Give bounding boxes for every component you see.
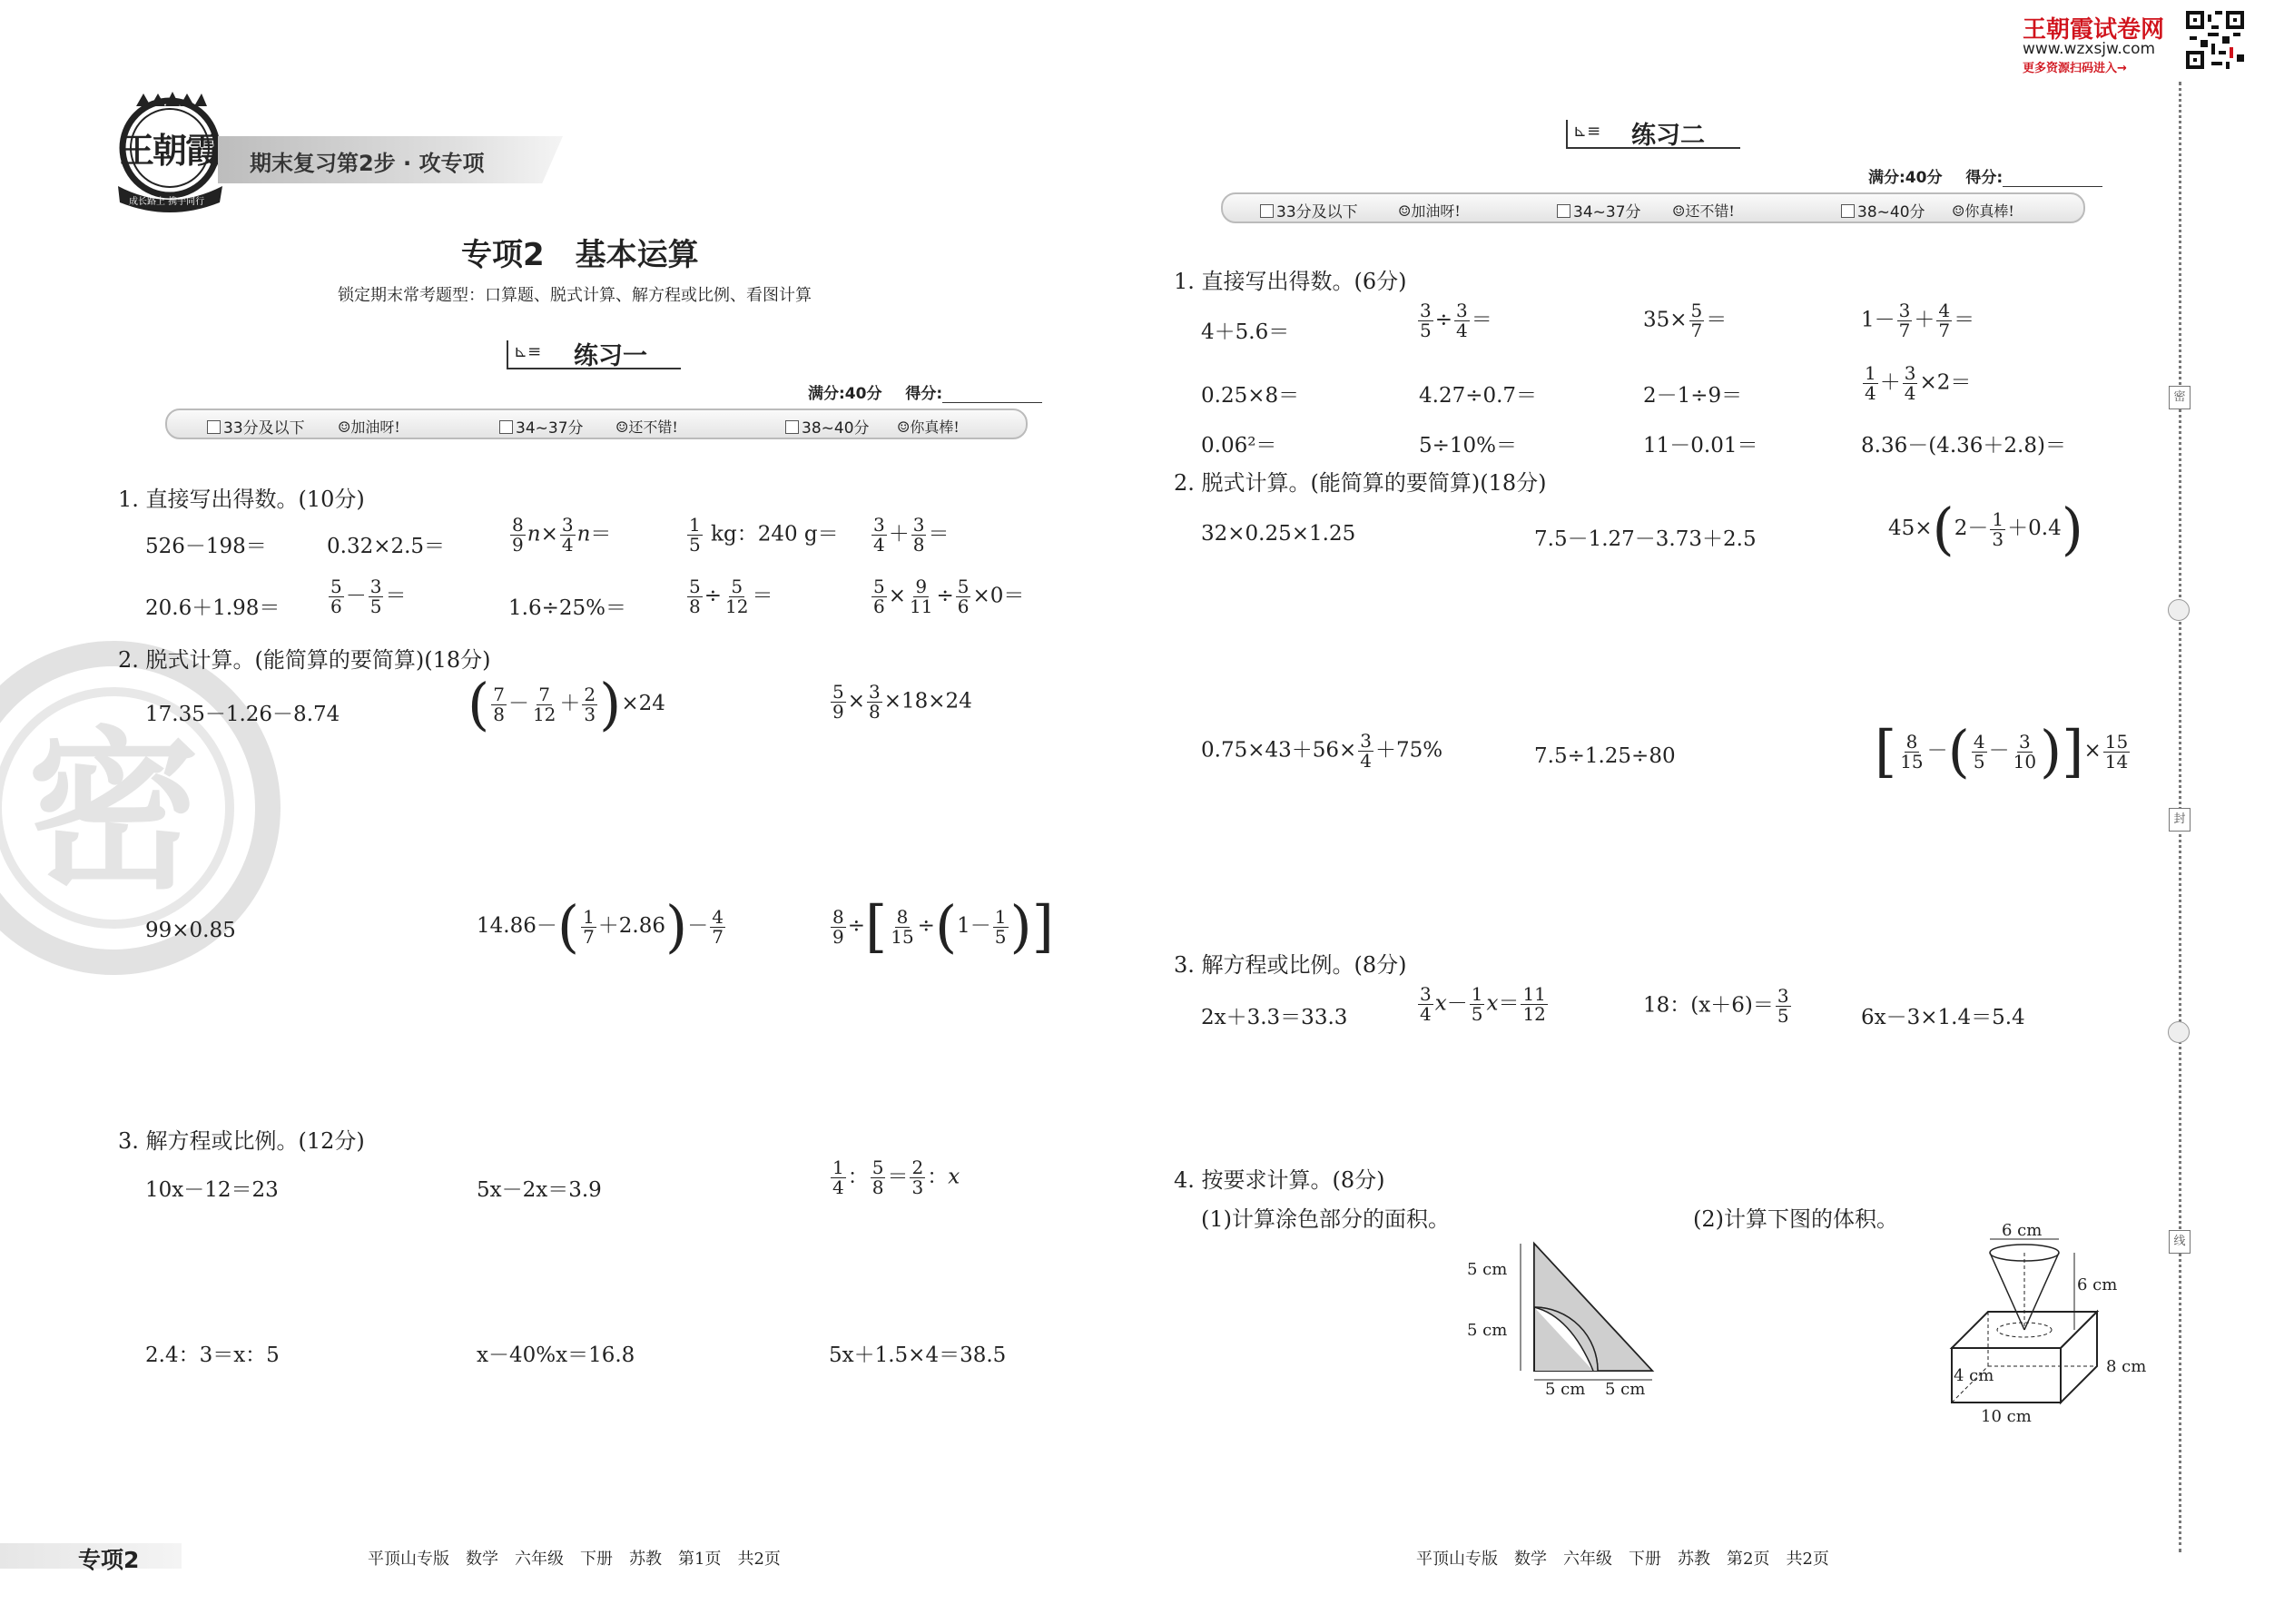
seal-tab-2: 封: [2169, 808, 2191, 832]
score-line: [808, 380, 1042, 403]
right-q1-d: 1－ $\frac{3}{7}$ ＋ $\frac{4}{7}$ ＝: [1861, 300, 1975, 341]
right-q2-e: 7.5÷1.25÷80: [1534, 744, 1676, 768]
fig2-label-3: 4 cm: [1954, 1366, 1994, 1385]
left-q1-d: $\frac{1}{5}$ kg：240 g＝: [689, 514, 839, 556]
seal-tab-1: 密: [2169, 386, 2191, 409]
left-q3-f: 5x＋1.5×4＝38.5: [829, 1343, 1007, 1367]
score-level-2: 34~37分: [499, 415, 584, 438]
left-q3-e: x－40%x＝16.8: [477, 1343, 635, 1367]
page-subtitle: 锁定期末常考题型：口算题、脱式计算、解方程或比例、看图计算: [338, 286, 812, 305]
left-q2-e: 14.86－( $\frac{1}{7}$ ＋2.86)－ $\frac{4}{7}$: [477, 893, 724, 960]
left-q1-e: $\frac{3}{4}$ ＋ $\frac{3}{8}$ ＝: [873, 514, 950, 556]
score-comment-2-3: ☺你真棒!: [1952, 202, 2014, 220]
right-q1-k: 11－0.01＝: [1643, 434, 1758, 458]
right-q1-heading: 1. 直接写出得数。(6分): [1174, 269, 1407, 294]
fig1-label-1: 5 cm: [1467, 1260, 1508, 1279]
right-q2-heading: 2. 脱式计算。(能简算的要简算)(18分): [1174, 470, 1547, 496]
score-comment-2-2: ☺还不错!: [1672, 202, 1735, 220]
fig1-label-3: 5 cm: [1545, 1380, 1586, 1399]
right-q1-f: 4.27÷0.7＝: [1419, 384, 1538, 408]
left-q2-c: $\frac{5}{9}$ × $\frac{3}{8}$ ×18×24: [832, 681, 972, 723]
left-q1-a: 526－198＝: [145, 535, 267, 558]
left-q3-heading: 3. 解方程或比例。(12分): [118, 1128, 365, 1154]
right-q3-a: 2x＋3.3＝33.3: [1201, 1006, 1348, 1029]
right-q1-h: $\frac{1}{4}$ ＋ $\frac{3}{4}$ ×2＝: [1865, 362, 1972, 404]
left-q2-f: $\frac{8}{9}$ ÷[ $\frac{8}{15}$ ÷(1－ $\frac{1}{5}$ )]: [832, 893, 1054, 960]
right-q1-b: $\frac{3}{5}$ ÷ $\frac{3}{4}$ ＝: [1420, 300, 1492, 341]
right-q2-b: 7.5－1.27－3.73＋2.5: [1534, 527, 1757, 551]
full-score-2: 满分:40分: [1868, 169, 1943, 187]
page-title: 专项2 基本运算: [461, 237, 699, 273]
practice-icon-2: ⊾≡: [1573, 122, 1601, 141]
right-q4-sub1: (1)计算涂色部分的面积。: [1201, 1206, 1450, 1232]
left-q3-a: 10x－12＝23: [145, 1178, 279, 1202]
fig2-label-1: 6 cm: [2002, 1221, 2043, 1240]
footer-right: 平顶山专版 数学 六年级 下册 苏教 第2页 共2页: [1416, 1550, 1829, 1569]
right-q1-i: 0.06²＝: [1201, 434, 1277, 458]
left-q1-heading: 1. 直接写出得数。(10分): [118, 487, 365, 512]
left-q1-i: $\frac{5}{8}$ ÷ $\frac{5}{12}$ ＝: [689, 576, 773, 617]
figure-triangle: [1467, 1235, 1670, 1399]
left-q1-c: $\frac{8}{9}$ n× $\frac{3}{4}$ n＝: [512, 514, 612, 556]
practice-icon: ⊾≡: [514, 342, 542, 361]
fig1-label-4: 5 cm: [1605, 1380, 1646, 1399]
left-q1-j: $\frac{5}{6}$ × $\frac{9}{11}$ ÷ $\frac{5}{6}$ ×0＝: [873, 576, 1025, 617]
left-q3-b: 5x－2x＝3.9: [477, 1178, 602, 1202]
right-q2-d: 0.75×43＋56× $\frac{3}{4}$ ＋75%: [1201, 730, 1443, 772]
right-q1-c: 35× $\frac{5}{7}$ ＝: [1643, 300, 1728, 341]
score-level-2-2: 34~37分: [1557, 199, 1641, 221]
got-score: 得分:: [905, 385, 943, 403]
site-name: 王朝霞试卷网: [2023, 16, 2165, 44]
seal-hole-1: [2168, 599, 2190, 621]
right-q1-a: 4＋5.6＝: [1201, 320, 1290, 344]
watermark-seal: [0, 635, 281, 980]
right-q4-sub2: (2)计算下图的体积。: [1693, 1206, 1898, 1232]
figure-cone-cuboid: [1925, 1221, 2151, 1430]
site-tip: 更多资源扫码进入→: [2023, 62, 2127, 75]
score-comment-2-1: ☺加油呀!: [1398, 202, 1461, 220]
fig2-label-5: 10 cm: [1981, 1407, 2032, 1426]
right-q3-b: $\frac{3}{4}$ x－ $\frac{1}{5}$ x＝ $\frac{11}{12}$: [1420, 983, 1546, 1025]
left-q2-a: 17.35－1.26－8.74: [145, 703, 340, 726]
right-q3-c: 18：(x＋6)＝ $\frac{3}{5}$: [1643, 985, 1789, 1027]
fig2-label-2: 6 cm: [2077, 1275, 2118, 1294]
right-q1-l: 8.36－(4.36＋2.8)＝: [1861, 434, 2066, 458]
left-q2-d: 99×0.85: [145, 919, 236, 942]
score-line-2: [1868, 164, 2102, 187]
left-q1-f: 20.6＋1.98＝: [145, 596, 281, 620]
right-q1-g: 2－1÷9＝: [1643, 384, 1743, 408]
full-score: 满分:40分: [808, 385, 882, 403]
right-q4-heading: 4. 按要求计算。(8分): [1174, 1167, 1385, 1193]
left-q3-c: $\frac{1}{4}$ ： $\frac{5}{8}$ ＝ $\frac{2}{3}$ ：x: [832, 1156, 960, 1198]
right-q2-c: 45×(2－ $\frac{1}{3}$ ＋0.4): [1888, 496, 2083, 562]
right-q3-d: 6x－3×1.4＝5.4: [1861, 1006, 2025, 1029]
practice-title-2: 练习二: [1631, 122, 1705, 150]
brand-name: 王朝霞: [120, 130, 219, 171]
brand-logo: [109, 86, 231, 213]
footer-left: 平顶山专版 数学 六年级 下册 苏教 第1页 共2页: [368, 1550, 781, 1569]
seal-hole-2: [2168, 1021, 2190, 1043]
score-comment-1: ☺加油呀!: [338, 418, 400, 436]
score-comment-3: ☺你真棒!: [897, 418, 960, 436]
right-q2-f: [ $\frac{8}{15}$ －( $\frac{4}{5}$ － $\frac{3}{10}$ )]× $\frac{15}{14}$: [1875, 718, 2129, 784]
fig1-label-2: 5 cm: [1467, 1321, 1508, 1340]
score-level-1: 33分及以下: [207, 415, 305, 438]
brand-slogan: 成长路上 携手同行: [129, 197, 205, 207]
right-q1-j: 5÷10%＝: [1419, 434, 1518, 458]
left-q2-heading: 2. 脱式计算。(能简算的要简算)(18分): [118, 647, 491, 673]
fig2-label-4: 8 cm: [2106, 1357, 2147, 1376]
svg-text:密: 密: [26, 712, 201, 912]
score-level-2-1: 33分及以下: [1260, 199, 1358, 221]
score-level-2-3: 38~40分: [1841, 199, 1925, 221]
score-comment-2: ☺还不错!: [615, 418, 678, 436]
site-url: www.wzxsjw.com: [2023, 40, 2156, 58]
left-q1-g: $\frac{5}{6}$ － $\frac{3}{5}$ ＝: [330, 576, 407, 617]
left-q3-d: 2.4：3＝x：5: [145, 1343, 280, 1367]
footer-tag: 专项2: [78, 1547, 140, 1573]
score-level-3: 38~40分: [785, 415, 870, 438]
got-score-2: 得分:: [1965, 169, 2004, 187]
right-q2-a: 32×0.25×1.25: [1201, 522, 1356, 546]
practice-title: 练习一: [574, 342, 647, 370]
right-q3-heading: 3. 解方程或比例。(8分): [1174, 952, 1407, 978]
left-q1-b: 0.32×2.5＝: [327, 535, 446, 558]
seal-tab-3: 线: [2169, 1230, 2191, 1254]
right-q1-e: 0.25×8＝: [1201, 384, 1300, 408]
qr-code-icon: [2186, 11, 2244, 69]
banner-text: 期末复习第2步 · 攻专项: [250, 151, 485, 176]
left-q1-h: 1.6÷25%＝: [508, 596, 626, 620]
left-q2-b: ( $\frac{7}{8}$ － $\frac{7}{12}$ ＋ $\frac{2}{3}$ )×24: [468, 671, 665, 737]
